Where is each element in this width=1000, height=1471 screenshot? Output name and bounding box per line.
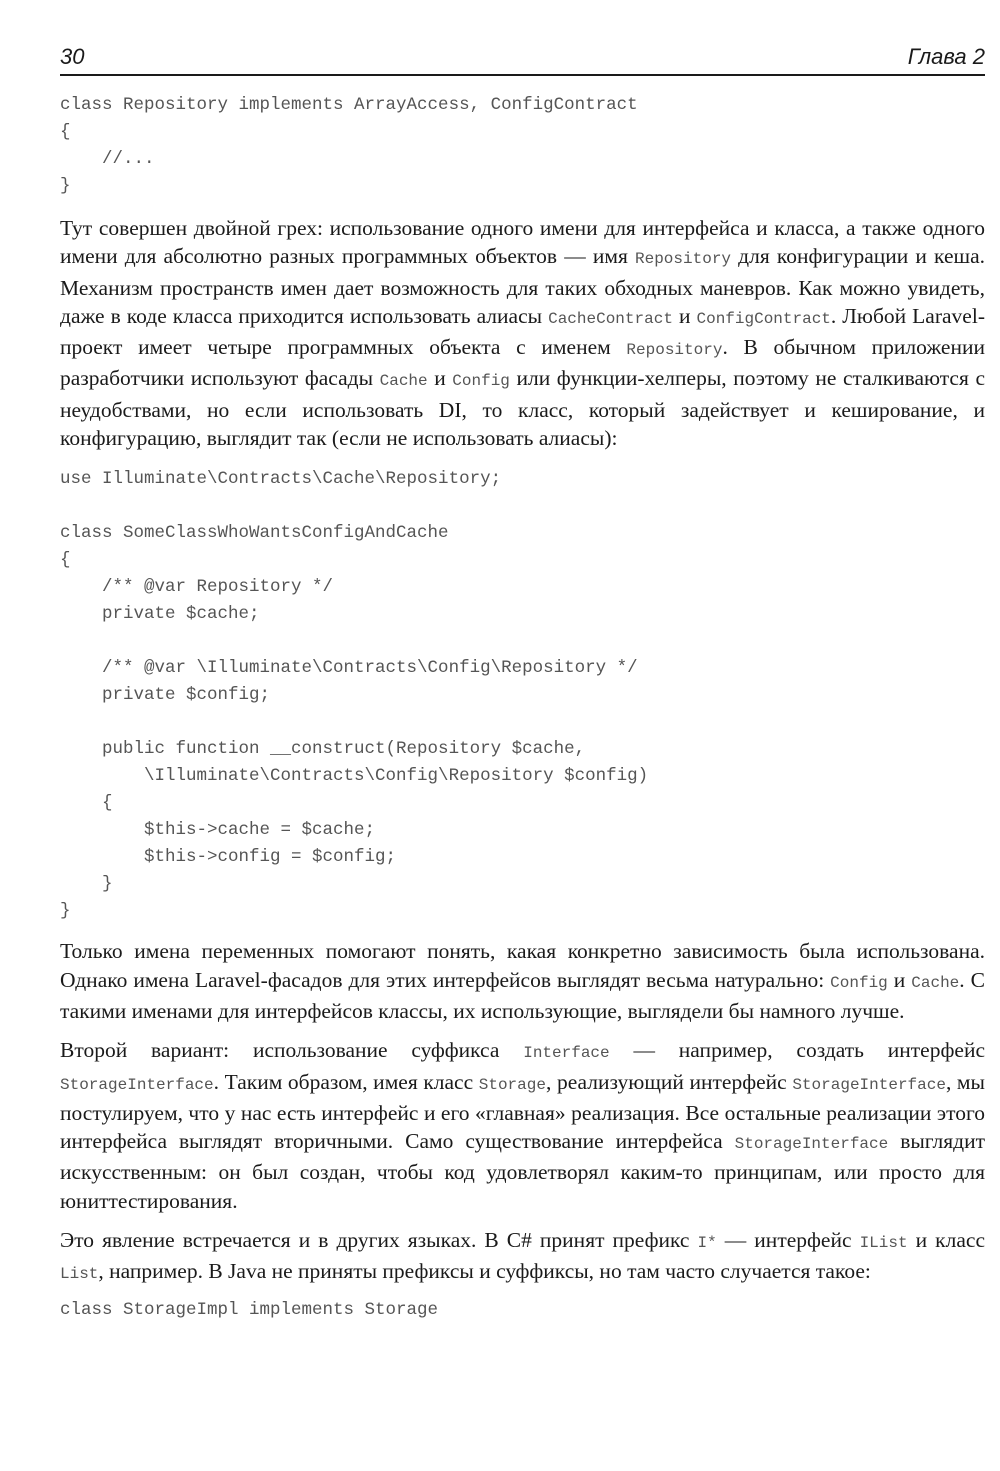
- paragraph-double-sin: [60, 214, 985, 452]
- text-run: и: [672, 303, 697, 328]
- inline-code: StorageInterface: [734, 1135, 889, 1154]
- code-line: /** @var \Illuminate\Contracts\Config\Repository */: [60, 658, 638, 679]
- code-line: private $cache;: [60, 604, 260, 625]
- inline-code: Repository: [626, 341, 723, 360]
- code-line: {: [60, 550, 71, 571]
- text-run: — например, создать интерфейс: [609, 1038, 985, 1063]
- text-run: и: [887, 967, 912, 992]
- code-line: {: [60, 122, 71, 142]
- code-line: class StorageImpl implements Storage: [60, 1299, 439, 1320]
- code-line: }: [60, 874, 113, 895]
- inline-code: Storage: [478, 1075, 546, 1094]
- text-run: для конфигурации и кеша. Механизм пространств имен дает возможность для таких обходных маневров. Как можно увидеть, даже в коде класса приходится использовать алиасы: [60, 244, 985, 328]
- paragraph-interface-suffix: [60, 1036, 985, 1215]
- inline-code: Cache: [911, 973, 960, 992]
- inline-code: Config: [830, 973, 888, 992]
- inline-code: ConfigContract: [696, 309, 831, 328]
- chapter-title: Глава 2: [907, 44, 985, 69]
- code-line: class SomeClassWhoWantsConfigAndCache: [60, 523, 449, 544]
- inline-code: I*: [697, 1234, 717, 1253]
- code-line: [60, 493, 985, 520]
- text-run: . В обычном приложении разработчики используют фасады: [60, 335, 985, 391]
- code-block-storage-impl: [60, 1297, 985, 1324]
- running-header: [60, 40, 985, 76]
- code-line: use Illuminate\Contracts\Cache\Repository;: [60, 469, 502, 490]
- inline-code: IList: [859, 1234, 908, 1253]
- code-line: \Illuminate\Contracts\Config\Repository $config): [60, 766, 649, 787]
- inline-code: CacheContract: [548, 309, 673, 328]
- paragraph-variable-names: [60, 937, 985, 1025]
- code-line: public function __construct(Repository $cache,: [60, 739, 586, 760]
- code-line: /** @var Repository */: [60, 577, 334, 598]
- code-line: [60, 628, 985, 655]
- text-run: и: [427, 366, 453, 391]
- inline-code: Repository: [635, 250, 732, 269]
- inline-code: Interface: [523, 1044, 610, 1063]
- text-run: Только имена переменных помогают понять, какая конкретно зависимость была использована. Однако имена Laravel-фасадов для этих интерфейсов выглядят весьма натурально:: [60, 939, 985, 992]
- paragraph-other-languages: [60, 1226, 985, 1289]
- text-run: Второй вариант: использование суффикса: [60, 1038, 524, 1063]
- inline-code: List: [60, 1265, 99, 1284]
- code-block-config-and-cache: [60, 466, 985, 925]
- text-run: , например. В Java не приняты префиксы и суффиксы, но там часто случается такое:: [98, 1259, 871, 1284]
- text-run: . Любой Laravel-проект имеет четыре программных объекта с именем: [60, 303, 985, 360]
- code-line: }: [60, 901, 71, 922]
- text-run: — интерфейс: [716, 1228, 860, 1253]
- code-line: //...: [60, 149, 155, 169]
- code-line: [60, 709, 985, 736]
- text-run: , реализующий интерфейс: [545, 1069, 793, 1094]
- inline-code: Config: [452, 372, 510, 391]
- text-run: . Таким образом, имея класс: [213, 1069, 479, 1094]
- inline-code: StorageInterface: [60, 1075, 214, 1094]
- book-page: [60, 40, 985, 1324]
- code-line: $this->config = $config;: [60, 847, 397, 868]
- code-line: {: [60, 793, 113, 814]
- text-run: Это явление встречается и в других языках. В C# принят префикс: [60, 1228, 698, 1253]
- text-run: выглядит искусственным: он был создан, чтобы код удовлетворял каким-то принципам, или просто для юниттестирования.: [60, 1129, 985, 1213]
- page-number: 30: [60, 44, 85, 69]
- text-run: , мы постулируем, что у нас есть интерфейс и его «главная» реализация. Все остальные реализации этого интерфейса выглядят вторичными. Само существование интерфейса: [60, 1069, 985, 1154]
- code-block-repository-class: [60, 92, 985, 200]
- code-line: $this->cache = $cache;: [60, 820, 376, 841]
- text-run: Тут совершен двойной грех: использование одного имени для интерфейса и класса, а также одного имени для абсолютно разных программных объектов — имя: [60, 216, 985, 269]
- inline-code: StorageInterface: [792, 1075, 946, 1094]
- text-run: и класс: [907, 1228, 985, 1253]
- code-line: class Repository implements ArrayAccess, ConfigContract: [60, 95, 638, 115]
- inline-code: Cache: [379, 372, 428, 391]
- text-run: или функции-хелперы, поэтому не сталкиваются с неудобствами, но если использовать DI, то класс, который задействует и кеширование, и конфигурацию, выглядит так (если не использовать алиасы):: [60, 366, 985, 451]
- code-line: }: [60, 176, 71, 196]
- text-run: . С такими именами для интерфейсов классы, их использующие, выглядели бы намного лучше.: [60, 967, 985, 1023]
- code-line: private $config;: [60, 685, 271, 706]
